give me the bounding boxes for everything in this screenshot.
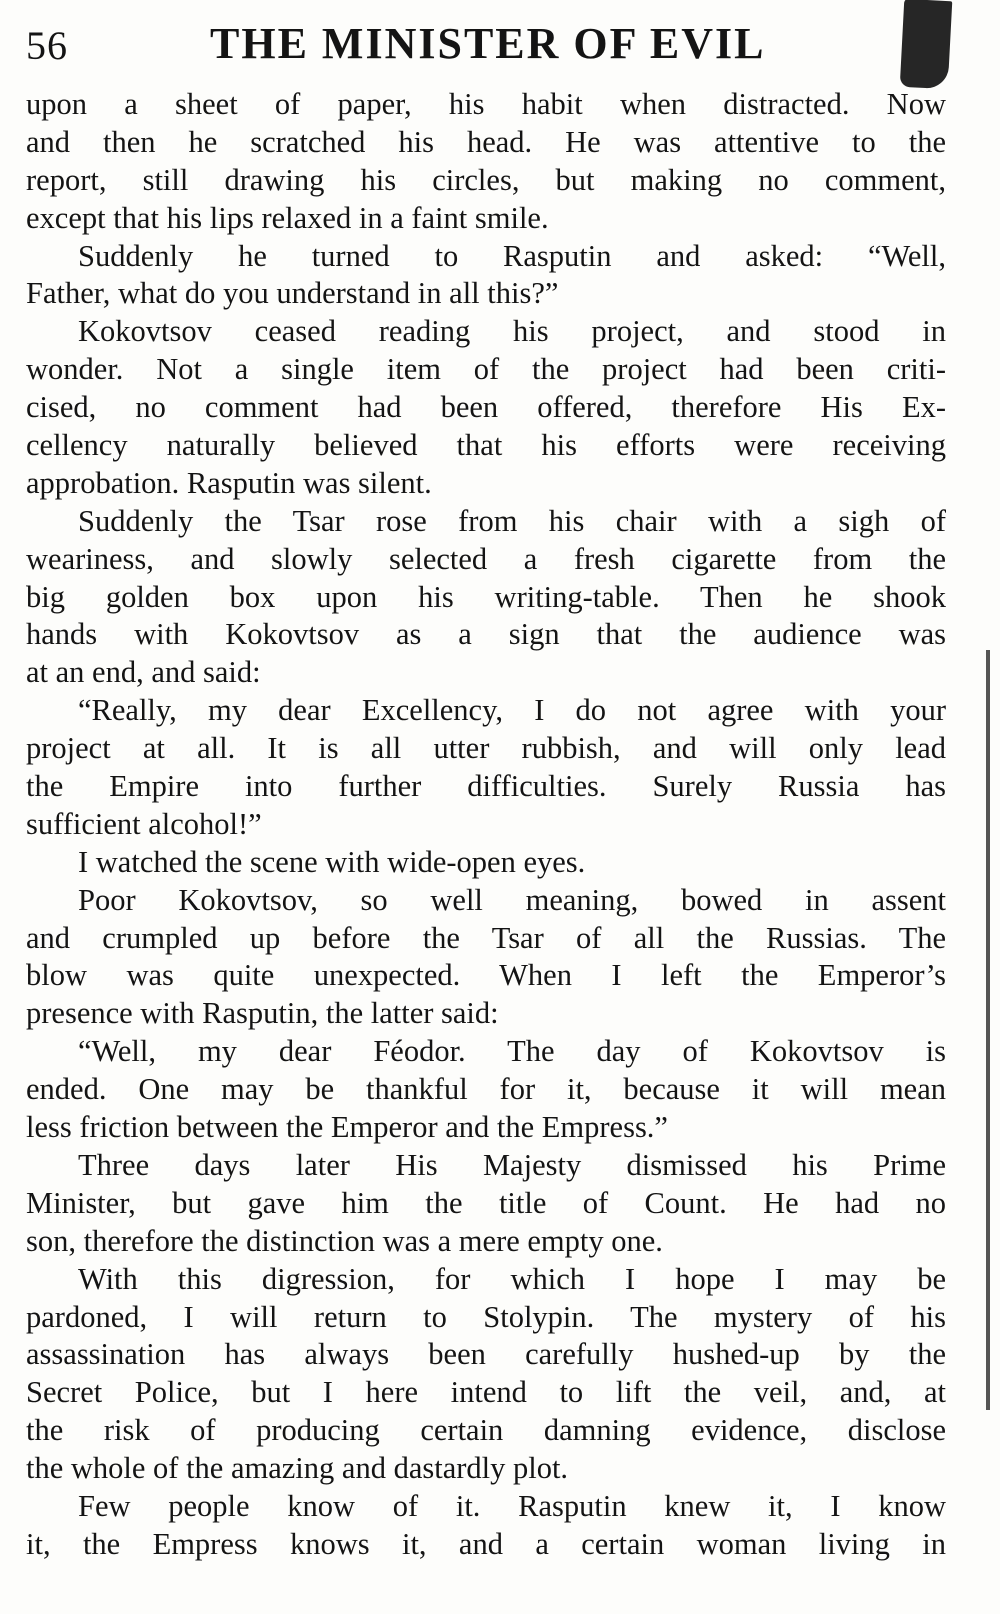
text-line: Minister, but gave him the title of Count. He had no	[26, 1185, 946, 1220]
page-header	[24, 8, 904, 78]
text-line: cellency naturally believed that his efforts were receiving	[26, 428, 946, 463]
text-line: except that his lips relaxed in a faint smile.	[26, 200, 549, 235]
text-line: hands with Kokovtsov as a sign that the audience was	[26, 617, 946, 652]
text-line: ended. One may be thankful for it, because it will mean	[26, 1072, 946, 1107]
text-line: weariness, and slowly selected a fresh cigarette from the	[26, 541, 946, 576]
text-line: blow was quite unexpected. When I left the Emperor’s	[26, 958, 946, 993]
text-line: Poor Kokovtsov, so well meaning, bowed in assent	[78, 882, 946, 917]
text-line: project at all. It is all utter rubbish, and will only lead	[26, 731, 946, 766]
text-line: “Really, my dear Excellency, I do not agree with your	[78, 693, 946, 728]
page-edge-shadow	[986, 650, 990, 1410]
text-line: report, still drawing his circles, but making no comment,	[26, 162, 946, 197]
text-line: Secret Police, but I here intend to lift the veil, and, at	[26, 1375, 946, 1410]
text-line: and then he scratched his head. He was attentive to the	[26, 124, 946, 159]
text-line: approbation. Rasputin was silent.	[26, 465, 432, 500]
text-line: pardoned, I will return to Stolypin. The mystery of his	[26, 1299, 946, 1334]
text-line: and crumpled up before the Tsar of all the Russias. The	[26, 920, 946, 955]
text-line: I watched the scene with wide-open eyes.	[78, 844, 586, 879]
text-line: “Well, my dear Féodor. The day of Kokovtsov is	[78, 1034, 946, 1069]
text-line: the risk of producing certain damning evidence, disclose	[26, 1413, 946, 1448]
text-line: assassination has always been carefully hushed-up by the	[26, 1337, 946, 1372]
text-line: upon a sheet of paper, his habit when distracted. Now	[26, 87, 946, 121]
text-line: With this digression, for which I hope I may be	[78, 1261, 946, 1296]
text-line: at an end, and said:	[26, 655, 261, 690]
text-line: cised, no comment had been offered, therefore His Ex-	[26, 390, 946, 425]
running-title: THE MINISTER OF EVIL	[210, 19, 766, 68]
text-line: the whole of the amazing and dastardly plot.	[26, 1451, 569, 1486]
text-line: Three days later His Majesty dismissed his Prime	[78, 1147, 946, 1182]
text-line: wonder. Not a single item of the project had been criti-	[26, 352, 946, 387]
text-line: Suddenly he turned to Rasputin and asked: “Well,	[78, 238, 946, 273]
body-text	[26, 86, 946, 1606]
text-line: it, the Empress knows it, and a certain woman living in	[26, 1526, 946, 1561]
page-number: 56	[26, 23, 68, 68]
text-line: presence with Rasputin, the latter said:	[26, 996, 499, 1031]
text-line: son, therefore the distinction was a mere empty one.	[26, 1223, 663, 1258]
text-line: the Empire into further difficulties. Surely Russia has	[26, 769, 946, 804]
text-line: Kokovtsov ceased reading his project, and stood in	[78, 314, 946, 349]
text-line: Father, what do you understand in all this?”	[26, 276, 559, 311]
text-line: less friction between the Emperor and the Empress.”	[26, 1110, 668, 1145]
text-line: Suddenly the Tsar rose from his chair with a sigh of	[78, 503, 946, 538]
text-line: big golden box upon his writing-table. Then he shook	[26, 579, 946, 614]
text-line: Few people know of it. Rasputin knew it, I know	[78, 1488, 946, 1523]
text-line: sufficient alcohol!”	[26, 806, 262, 841]
ink-smudge	[900, 0, 953, 89]
